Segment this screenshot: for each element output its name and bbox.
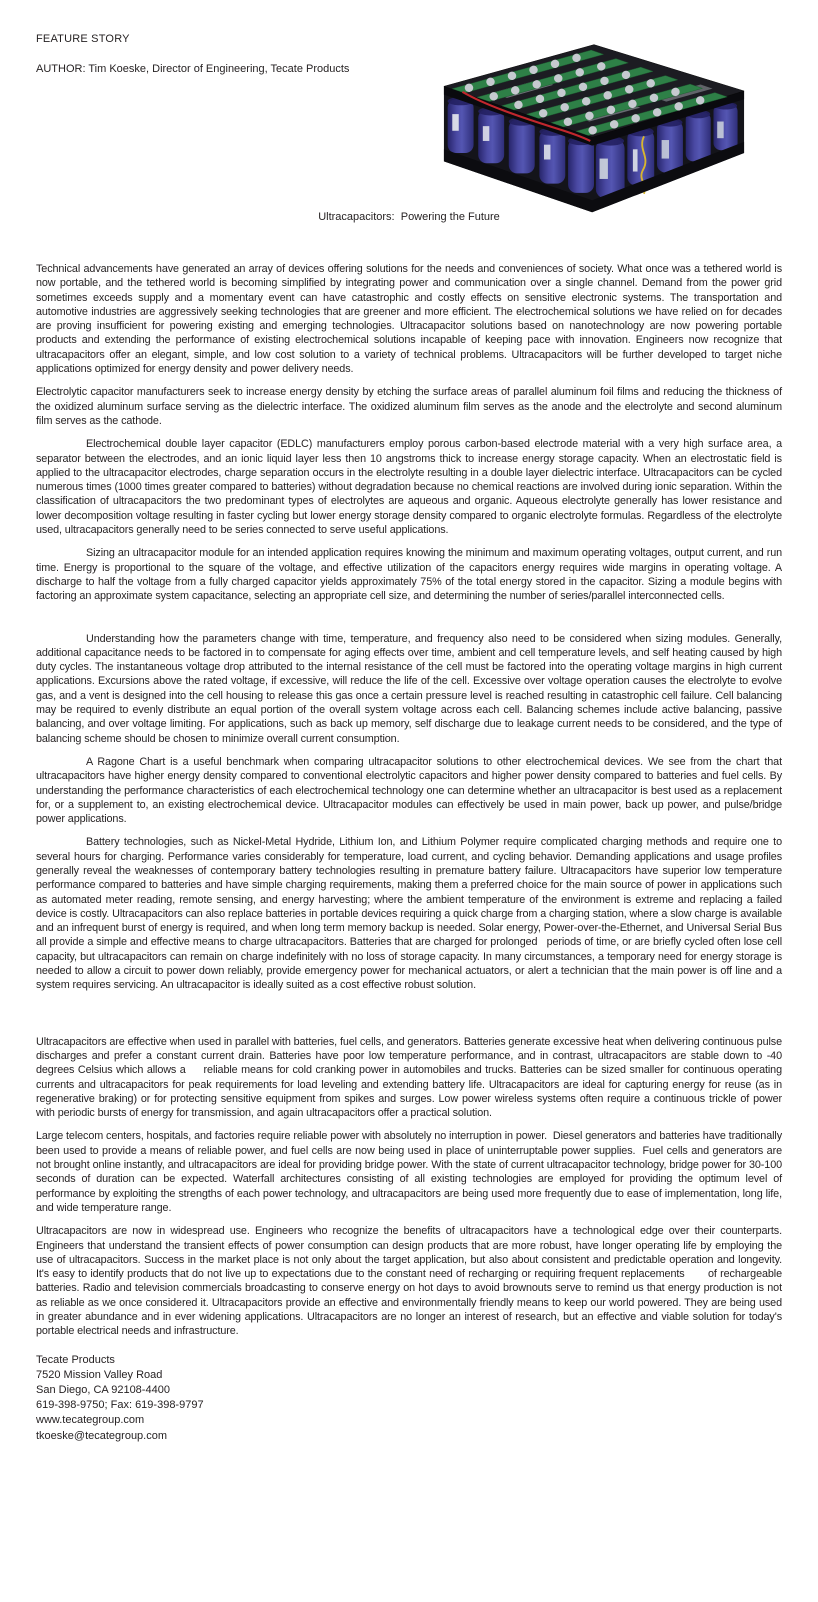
- article-paragraph: Ultracapacitors are effective when used in parallel with batteries, fuel cells, and generators. Batteries generate excessive heat when delivering continuous pulse discharges and prefer a constant current drain. Batteries have poor low temperature performance, and in contrast, ultracapacitors are stable down to -40 degrees Celsius which allows a reliable means for cold cranking power in automobiles and trucks. Batteries can be sized smaller for continuous operating currents and ultracapacitors for peak requirements for load leveling and extending battery life. Ultracapacitors are ideal for capturing energy for reuse (as in regenerative braking) or for protecting sensitive equipment from spikes and surges. Low power wireless systems often require a continuous trickle of power with periodic bursts of energy for transmission, and again ultracapacitors offer a practical solution.: [36, 1035, 782, 1120]
- article-paragraph: Technical advancements have generated an array of devices offering solutions for the needs and conveniences of society. What once was a tethered world is now portable, and the tethered world is becoming simplified by integrating power and communication over a single channel. Demand from the power grid sometimes exceeds supply and a momentary event can have catastrophic and costly effects on sensitive electronic systems. The transportation and automotive industries are aggressively seeking technologies that are greener and more efficient. The electrochemical solutions we have relied on for decades are proving insufficient for powering existing and emerging technologies. Ultracapacitor solutions based on nanotechnology are now powering portable products and extending the performance of existing electrochemical solutions incapable of keeping pace with innovation. Engineers now recognize that ultracapacitors offer an elegant, simple, and low cost solution to a variety of technical problems. Ultracapacitors will be further developed to target niche applications optimized for energy density and power delivery needs.: [36, 263, 782, 376]
- article-paragraph: Battery technologies, such as Nickel-Metal Hydride, Lithium Ion, and Lithium Polymer require complicated charging methods and require one to several hours for charging. Performance varies considerably for temperature, load current, and cycling behavior. Demanding applications and usage profiles generally reveal the weaknesses of contemporary battery technologies resulting in premature battery failure. Ultracapacitors have superior low temperature performance compared to batteries and have simple charging requirements, making them a preferred choice for the main source of power in applications such as automated meter reading, remote sensing, and energy harvesting; where the ambient temperature of the environment is extreme and replacing a failed device is costly. Ultracapacitors can also replace batteries in portable devices requiring a quick charge from a charging station, where a slow charge is available and an infrequent burst of energy is required, and when long term memory backup is needed. Solar energy, Power-over-the-Ethernet, and Universal Serial Bus all provide a simple and effective means to charge ultracapacitors. Batteries that are charged for prolonged periods of time, or are briefly cycled often lose cell capacity, but ultracapacitors can remain on charge indefinitely with no loss of storage capacity. In many circumstances, a temporary need for energy storage is needed to allow a circuit to power down reliably, provide emergency power for mechanical actuators, or alert a technician that the main power is off line and a system requires servicing. An ultracapacitor is ideally suited as a cost effective robust solution.: [36, 836, 782, 992]
- article-paragraph: Ultracapacitors are now in widespread use. Engineers who recognize the benefits of ultracapacitors have a technological edge over their counterparts. Engineers that understand the transient effects of power consumption can design products that are more robust, have longer operating life by employing the use of ultracapacitors. Success in the market place is not only about the target application, but also about consistent and predictable operation and longevity. It's easy to identify products that do not live up to expectations due to the constant need of recharging or requiring frequent replacements of rechargeable batteries. Radio and television commercials broadcasting to conserve energy on hot days to avoid brownouts serve to remind us that energy production is not as reliable as we once considered it. Ultracapacitors provide an effective and environmentally friendly means to keep our world powered. They are being used in greater abundance and in ever widening applications. Ultracapacitors are no longer an interest of research, but an effective and viable solution for today's portable electrical needs and infrastructure.: [36, 1225, 782, 1338]
- contact-line: tkoeske@tecategroup.com: [36, 1429, 168, 1442]
- article-paragraph: Electrolytic capacitor manufacturers seek to increase energy density by etching the surface areas of parallel aluminum foil films and reducing the thickness of the oxidized aluminum surface serving as the dielectric interface. The oxidized aluminum film serves as the anode and the electrolyte and second aluminum film serves as the cathode.: [36, 386, 782, 427]
- contact-line: Tecate Products: [36, 1353, 115, 1366]
- article-paragraph: Electrochemical double layer capacitor (EDLC) manufacturers employ porous carbon-based electrode material with a very high surface area, a separator between the electrodes, and an ionic liquid layer less then 10 angstroms thick to increase energy storage capacity. When an electrostatic field is applied to the ultracapacitor electrodes, charge separation occurs in the electrolyte resulting in a double layer dielectric interface. Ultracapacitors can be cycled numerous times (1000 times greater compared to batteries) without degradation because no chemical reactions are involved during ionic separation. Within the classification of ultracapacitors the two predominant types of electrolytes are aqueous and organic. Aqueous electrolyte generally has lower resistance and lower decomposition voltage resulting in faster cycling but lower energy storage density compared to organic electrolyte formulas. Regardless of the electrolyte used, ultracapacitors generally need to be series connected to serve useful applications.: [36, 438, 782, 537]
- article-body: [36, 262, 782, 1339]
- article-paragraph: Understanding how the parameters change with time, temperature, and frequency also need to be considered when sizing modules. Generally, additional capacitance needs to be factored in to compensate for aging effects over time, ambient and cell temperature levels, and self heating caused by high duty cycles. The instantaneous voltage drop attributed to the internal resistance of the cell must be factored into the operating voltage margins in high current applications. Excursions above the rated voltage, if excessive, will reduce the life of the cell. Excessive over voltage operation causes the electrolyte to evolve gas, and a vent is designed into the cell housing to release this gas once a certain pressure level is reached resulting in catastrophic cell failure. Cell balancing may be required to evenly distribute an equal portion of the overall system voltage across each cell. Balancing schemes include active balancing, passive balancing, and over voltage limiting. For applications, such as back up memory, self discharge due to leakage current needs to be considered, and the type of balancing scheme should be chosen to minimize overall current consumption.: [36, 632, 782, 745]
- contact-block: [36, 1353, 782, 1444]
- masthead: [0, 0, 818, 262]
- author-line: AUTHOR: Tim Koeske, Director of Engineering, Tecate Products: [36, 63, 350, 75]
- feature-story-label: FEATURE STORY: [36, 33, 130, 45]
- article-paragraph: Large telecom centers, hospitals, and factories require reliable power with absolutely no interruption in power. Diesel generators and batteries have traditionally been used to provide a means of reliable power, and fuel cells are now being used in place of uninterruptable power supplies. Fuel cells and generators are not brought online instantly, and ultracapacitors are ideal for providing bridge power. With the state of current ultracapacitor technology, bridge power for 30-100 seconds of duration can be expected. Waterfall architectures consisting of all existing technologies are employed for providing the optimum level of performance by exploiting the strengths of each power technology, and ultracapacitors are being used more frequently due to ease of implementation, long life, and wide temperature range.: [36, 1130, 782, 1214]
- contact-line: 619-398-9750; Fax: 619-398-9797: [36, 1399, 204, 1412]
- contact-line: San Diego, CA 92108-4400: [36, 1384, 170, 1396]
- contact-line: 7520 Mission Valley Road: [36, 1368, 163, 1381]
- image-caption: Ultracapacitors: Powering the Future: [318, 211, 500, 223]
- article-paragraph: A Ragone Chart is a useful benchmark when comparing ultracapacitor solutions to other electrochemical devices. We see from the chart that ultracapacitors have higher energy density compared to conventional electrolytic capacitors and higher power density compared to batteries and fuel cells. By understanding the performance characteristics of each electrochemical technology one can determine whether an ultracapacitor is best used as a replacement for, or a supplement to, an existing electrochemical device. Ultracapacitor modules can effectively be used in main power, back up power, and pulse/bridge power applications.: [36, 755, 782, 826]
- ultracapacitor-module-photo: [424, 40, 764, 216]
- contact-line: www.tecategroup.com: [36, 1414, 145, 1427]
- article-paragraph: Sizing an ultracapacitor module for an intended application requires knowing the minimum and maximum operating voltages, output current, and run time. Energy is proportional to the square of the voltage, and effective utilization of the capacitors energy requires wide margins in operating voltage. A discharge to half the voltage from a fully charged capacitor yields approximately 75% of the total energy stored in the capacitor. Sizing a module begins with factoring an approximate system capacitance, selecting an appropriate cell size, and determining the number of series/parallel interconnected cells.: [36, 547, 782, 603]
